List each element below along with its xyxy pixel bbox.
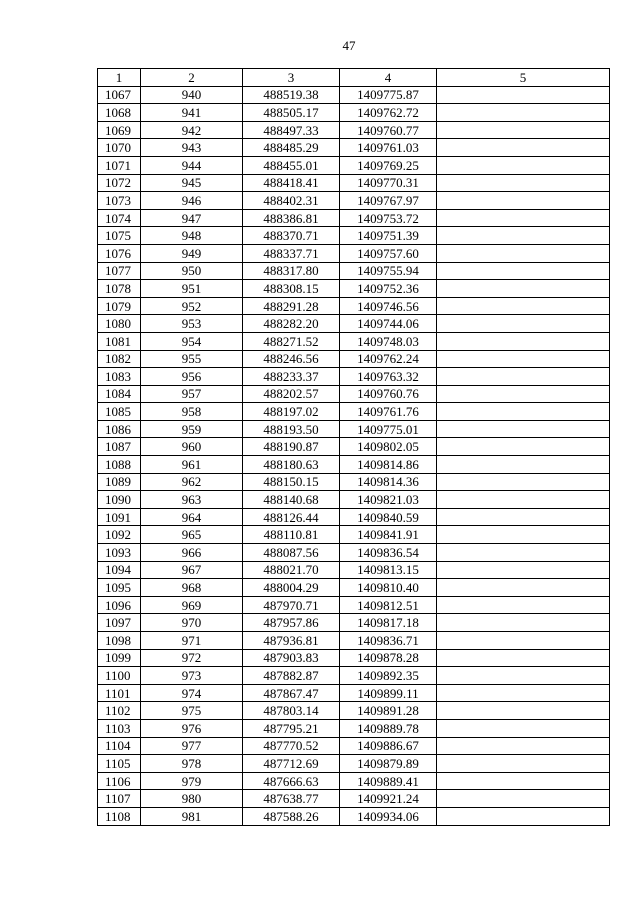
- table-cell-col4: 1409821.03: [340, 491, 437, 509]
- table-cell-col1: 1101: [98, 684, 141, 702]
- table-cell-col1: 1098: [98, 632, 141, 650]
- table-cell-col5: [437, 491, 610, 509]
- column-header-5: 5: [437, 69, 610, 87]
- table-cell-col1: 1099: [98, 649, 141, 667]
- table-row: [98, 456, 610, 474]
- table-row: [98, 737, 610, 755]
- table-cell-col3: 487957.86: [243, 614, 340, 632]
- table-cell-col1: 1091: [98, 508, 141, 526]
- table-cell-col1: 1079: [98, 297, 141, 315]
- table-cell-col2: 943: [141, 139, 243, 157]
- table-cell-col2: 957: [141, 385, 243, 403]
- table-cell-col1: 1077: [98, 262, 141, 280]
- table-cell-col2: 950: [141, 262, 243, 280]
- table-cell-col2: 969: [141, 596, 243, 614]
- table-cell-col4: 1409886.67: [340, 737, 437, 755]
- table-header-row: [98, 69, 610, 87]
- table-cell-col2: 966: [141, 544, 243, 562]
- table-row: [98, 790, 610, 808]
- table-cell-col3: 488087.56: [243, 544, 340, 562]
- table-row: [98, 632, 610, 650]
- table-cell-col4: 1409878.28: [340, 649, 437, 667]
- table-cell-col1: 1095: [98, 579, 141, 597]
- table-cell-col2: 947: [141, 209, 243, 227]
- table-row: [98, 772, 610, 790]
- table-cell-col5: [437, 139, 610, 157]
- table-cell-col3: 488519.38: [243, 86, 340, 104]
- table-row: [98, 667, 610, 685]
- table-cell-col1: 1107: [98, 790, 141, 808]
- table-cell-col5: [437, 315, 610, 333]
- table-cell-col1: 1071: [98, 156, 141, 174]
- table-cell-col1: 1094: [98, 561, 141, 579]
- table-cell-col4: 1409755.94: [340, 262, 437, 280]
- table-cell-col1: 1082: [98, 350, 141, 368]
- table-row: [98, 192, 610, 210]
- table-cell-col4: 1409769.25: [340, 156, 437, 174]
- page-number: 47: [342, 38, 356, 53]
- table-cell-col5: [437, 614, 610, 632]
- table-cell-col2: 974: [141, 684, 243, 702]
- table-cell-col2: 981: [141, 807, 243, 825]
- table-cell-col1: 1104: [98, 737, 141, 755]
- table-cell-col4: 1409761.03: [340, 139, 437, 157]
- table-cell-col4: 1409836.71: [340, 632, 437, 650]
- table-cell-col5: [437, 790, 610, 808]
- table-cell-col5: [437, 227, 610, 245]
- table-row: [98, 350, 610, 368]
- table-cell-col5: [437, 86, 610, 104]
- table-cell-col1: 1072: [98, 174, 141, 192]
- table-cell-col3: 488202.57: [243, 385, 340, 403]
- table-cell-col1: 1105: [98, 755, 141, 773]
- table-cell-col1: 1092: [98, 526, 141, 544]
- table-row: [98, 227, 610, 245]
- table-cell-col2: 973: [141, 667, 243, 685]
- table-cell-col3: 488370.71: [243, 227, 340, 245]
- table-cell-col3: 488126.44: [243, 508, 340, 526]
- table-row: [98, 684, 610, 702]
- column-header-2: 2: [141, 69, 243, 87]
- table-row: [98, 596, 610, 614]
- table-cell-col3: 487903.83: [243, 649, 340, 667]
- table-cell-col4: 1409744.06: [340, 315, 437, 333]
- table-cell-col2: 970: [141, 614, 243, 632]
- table-row: [98, 719, 610, 737]
- table-cell-col4: 1409889.41: [340, 772, 437, 790]
- table-cell-col1: 1100: [98, 667, 141, 685]
- table-cell-col5: [437, 262, 610, 280]
- table-cell-col1: 1090: [98, 491, 141, 509]
- table-cell-col2: 946: [141, 192, 243, 210]
- table-cell-col3: 487970.71: [243, 596, 340, 614]
- table-cell-col2: 975: [141, 702, 243, 720]
- table-cell-col5: [437, 385, 610, 403]
- table-cell-col3: 487867.47: [243, 684, 340, 702]
- table-cell-col4: 1409762.72: [340, 104, 437, 122]
- table-cell-col4: 1409813.15: [340, 561, 437, 579]
- table-cell-col3: 488455.01: [243, 156, 340, 174]
- table-cell-col4: 1409921.24: [340, 790, 437, 808]
- table-cell-col1: 1069: [98, 121, 141, 139]
- table-row: [98, 807, 610, 825]
- table-cell-col2: 971: [141, 632, 243, 650]
- table-cell-col2: 978: [141, 755, 243, 773]
- table-cell-col5: [437, 420, 610, 438]
- table-cell-col1: 1088: [98, 456, 141, 474]
- table-cell-col4: 1409891.28: [340, 702, 437, 720]
- table-row: [98, 174, 610, 192]
- table-cell-col1: 1073: [98, 192, 141, 210]
- table-cell-col3: 488271.52: [243, 332, 340, 350]
- table-row: [98, 385, 610, 403]
- table-cell-col5: [437, 667, 610, 685]
- table-cell-col1: 1096: [98, 596, 141, 614]
- table-cell-col2: 972: [141, 649, 243, 667]
- table-cell-col5: [437, 632, 610, 650]
- table-cell-col1: 1083: [98, 368, 141, 386]
- table-cell-col2: 951: [141, 280, 243, 298]
- table-cell-col5: [437, 403, 610, 421]
- table-cell-col3: 488386.81: [243, 209, 340, 227]
- table-cell-col5: [437, 719, 610, 737]
- table-row: [98, 473, 610, 491]
- table-cell-col1: 1068: [98, 104, 141, 122]
- table-cell-col2: 961: [141, 456, 243, 474]
- table-cell-col5: [437, 332, 610, 350]
- table-cell-col4: 1409814.36: [340, 473, 437, 491]
- table-row: [98, 332, 610, 350]
- table-cell-col4: 1409840.59: [340, 508, 437, 526]
- table-row: [98, 315, 610, 333]
- table-cell-col1: 1093: [98, 544, 141, 562]
- table-cell-col2: 979: [141, 772, 243, 790]
- table-cell-col1: 1089: [98, 473, 141, 491]
- table-cell-col3: 488246.56: [243, 350, 340, 368]
- table-cell-col5: [437, 579, 610, 597]
- table-cell-col5: [437, 209, 610, 227]
- table-cell-col3: 488485.29: [243, 139, 340, 157]
- table-cell-col2: 953: [141, 315, 243, 333]
- table-row: [98, 121, 610, 139]
- table-cell-col2: 956: [141, 368, 243, 386]
- table-cell-col1: 1074: [98, 209, 141, 227]
- table-cell-col5: [437, 438, 610, 456]
- table-cell-col5: [437, 544, 610, 562]
- table-cell-col3: 487936.81: [243, 632, 340, 650]
- table-cell-col5: [437, 244, 610, 262]
- table-cell-col5: [437, 456, 610, 474]
- table-cell-col3: 488004.29: [243, 579, 340, 597]
- table-cell-col3: 487803.14: [243, 702, 340, 720]
- table-cell-col4: 1409817.18: [340, 614, 437, 632]
- table-cell-col2: 960: [141, 438, 243, 456]
- table-cell-col2: 942: [141, 121, 243, 139]
- table-cell-col4: 1409814.86: [340, 456, 437, 474]
- table-cell-col4: 1409753.72: [340, 209, 437, 227]
- table-cell-col3: 487666.63: [243, 772, 340, 790]
- column-header-3: 3: [243, 69, 340, 87]
- table-cell-col1: 1080: [98, 315, 141, 333]
- table-cell-col2: 952: [141, 297, 243, 315]
- table-cell-col3: 488140.68: [243, 491, 340, 509]
- table-cell-col3: 487638.77: [243, 790, 340, 808]
- column-header-1: 1: [98, 69, 141, 87]
- table-cell-col5: [437, 772, 610, 790]
- table-row: [98, 438, 610, 456]
- table-cell-col4: 1409892.35: [340, 667, 437, 685]
- table-cell-col4: 1409751.39: [340, 227, 437, 245]
- table-cell-col1: 1081: [98, 332, 141, 350]
- table-cell-col2: 945: [141, 174, 243, 192]
- table-cell-col2: 944: [141, 156, 243, 174]
- table-cell-col2: 976: [141, 719, 243, 737]
- table-cell-col5: [437, 280, 610, 298]
- table-cell-col3: 488418.41: [243, 174, 340, 192]
- table-body: [98, 86, 610, 825]
- table-cell-col4: 1409762.24: [340, 350, 437, 368]
- table-cell-col1: 1085: [98, 403, 141, 421]
- table-row: [98, 544, 610, 562]
- table-cell-col2: 954: [141, 332, 243, 350]
- table-cell-col3: 487882.87: [243, 667, 340, 685]
- table-cell-col4: 1409761.76: [340, 403, 437, 421]
- table-row: [98, 156, 610, 174]
- table-cell-col2: 949: [141, 244, 243, 262]
- table-row: [98, 420, 610, 438]
- table-row: [98, 262, 610, 280]
- table-cell-col3: 488021.70: [243, 561, 340, 579]
- table-cell-col4: 1409767.97: [340, 192, 437, 210]
- table-cell-col4: 1409836.54: [340, 544, 437, 562]
- table-header: [98, 69, 610, 87]
- table-cell-col1: 1103: [98, 719, 141, 737]
- table-cell-col3: 488282.20: [243, 315, 340, 333]
- table-cell-col5: [437, 104, 610, 122]
- table-cell-col5: [437, 649, 610, 667]
- table-row: [98, 561, 610, 579]
- table-cell-col2: 977: [141, 737, 243, 755]
- table-cell-col1: 1075: [98, 227, 141, 245]
- table-cell-col3: 487712.69: [243, 755, 340, 773]
- table-row: [98, 702, 610, 720]
- table-cell-col3: 488497.33: [243, 121, 340, 139]
- table-cell-col2: 965: [141, 526, 243, 544]
- table-cell-col5: [437, 174, 610, 192]
- table-cell-col5: [437, 526, 610, 544]
- table-row: [98, 368, 610, 386]
- table-cell-col3: 488110.81: [243, 526, 340, 544]
- table-cell-col2: 948: [141, 227, 243, 245]
- table-row: [98, 86, 610, 104]
- table-cell-col1: 1097: [98, 614, 141, 632]
- table-cell-col1: 1108: [98, 807, 141, 825]
- table-cell-col3: 487588.26: [243, 807, 340, 825]
- table-cell-col4: 1409810.40: [340, 579, 437, 597]
- table-cell-col3: 488317.80: [243, 262, 340, 280]
- table-cell-col2: 980: [141, 790, 243, 808]
- table-cell-col2: 958: [141, 403, 243, 421]
- table-row: [98, 755, 610, 773]
- table-cell-col5: [437, 121, 610, 139]
- table-cell-col3: 488291.28: [243, 297, 340, 315]
- table-cell-col1: 1067: [98, 86, 141, 104]
- table-cell-col3: 487795.21: [243, 719, 340, 737]
- table-cell-col4: 1409757.60: [340, 244, 437, 262]
- table-cell-col3: 488180.63: [243, 456, 340, 474]
- table-cell-col5: [437, 297, 610, 315]
- table-cell-col5: [437, 755, 610, 773]
- table-row: [98, 579, 610, 597]
- table-cell-col5: [437, 737, 610, 755]
- table-row: [98, 104, 610, 122]
- table-cell-col5: [437, 702, 610, 720]
- table-cell-col1: 1102: [98, 702, 141, 720]
- table-cell-col4: 1409841.91: [340, 526, 437, 544]
- table-cell-col1: 1070: [98, 139, 141, 157]
- table-row: [98, 508, 610, 526]
- table-cell-col5: [437, 473, 610, 491]
- table-cell-col4: 1409934.06: [340, 807, 437, 825]
- table-cell-col3: 487770.52: [243, 737, 340, 755]
- table-row: [98, 526, 610, 544]
- table-cell-col4: 1409760.76: [340, 385, 437, 403]
- table-cell-col3: 488337.71: [243, 244, 340, 262]
- table-cell-col4: 1409879.89: [340, 755, 437, 773]
- table-cell-col5: [437, 368, 610, 386]
- table-cell-col1: 1106: [98, 772, 141, 790]
- table-cell-col4: 1409899.11: [340, 684, 437, 702]
- table-cell-col2: 963: [141, 491, 243, 509]
- table-row: [98, 403, 610, 421]
- table-cell-col3: 488150.15: [243, 473, 340, 491]
- table-cell-col3: 488308.15: [243, 280, 340, 298]
- table-cell-col3: 488505.17: [243, 104, 340, 122]
- table-cell-col2: 967: [141, 561, 243, 579]
- table-row: [98, 297, 610, 315]
- table-cell-col1: 1086: [98, 420, 141, 438]
- table-cell-col1: 1087: [98, 438, 141, 456]
- table-cell-col2: 941: [141, 104, 243, 122]
- column-header-4: 4: [340, 69, 437, 87]
- table-cell-col5: [437, 156, 610, 174]
- table-cell-col4: 1409752.36: [340, 280, 437, 298]
- table-cell-col2: 964: [141, 508, 243, 526]
- table-cell-col5: [437, 508, 610, 526]
- table-cell-col5: [437, 807, 610, 825]
- table-cell-col2: 955: [141, 350, 243, 368]
- table-cell-col1: 1078: [98, 280, 141, 298]
- table-cell-col2: 968: [141, 579, 243, 597]
- table-cell-col5: [437, 684, 610, 702]
- table-row: [98, 491, 610, 509]
- table-cell-col2: 940: [141, 86, 243, 104]
- table-row: [98, 244, 610, 262]
- table-cell-col5: [437, 561, 610, 579]
- table-cell-col4: 1409770.31: [340, 174, 437, 192]
- table-cell-col5: [437, 350, 610, 368]
- table-cell-col4: 1409775.87: [340, 86, 437, 104]
- table-cell-col4: 1409763.32: [340, 368, 437, 386]
- table-row: [98, 139, 610, 157]
- table-cell-col4: 1409802.05: [340, 438, 437, 456]
- coordinates-table: [97, 68, 610, 826]
- table-cell-col4: 1409812.51: [340, 596, 437, 614]
- table-cell-col3: 488402.31: [243, 192, 340, 210]
- table-cell-col1: 1076: [98, 244, 141, 262]
- table-row: [98, 280, 610, 298]
- table-cell-col3: 488233.37: [243, 368, 340, 386]
- table-cell-col3: 488193.50: [243, 420, 340, 438]
- table-cell-col5: [437, 192, 610, 210]
- table-row: [98, 614, 610, 632]
- table-cell-col2: 959: [141, 420, 243, 438]
- table-cell-col1: 1084: [98, 385, 141, 403]
- table-cell-col4: 1409889.78: [340, 719, 437, 737]
- table-cell-col4: 1409748.03: [340, 332, 437, 350]
- table-cell-col2: 962: [141, 473, 243, 491]
- table-cell-col5: [437, 596, 610, 614]
- table-cell-col4: 1409746.56: [340, 297, 437, 315]
- table-cell-col4: 1409775.01: [340, 420, 437, 438]
- table-cell-col3: 488190.87: [243, 438, 340, 456]
- table-cell-col3: 488197.02: [243, 403, 340, 421]
- table-row: [98, 209, 610, 227]
- table-row: [98, 649, 610, 667]
- table-cell-col4: 1409760.77: [340, 121, 437, 139]
